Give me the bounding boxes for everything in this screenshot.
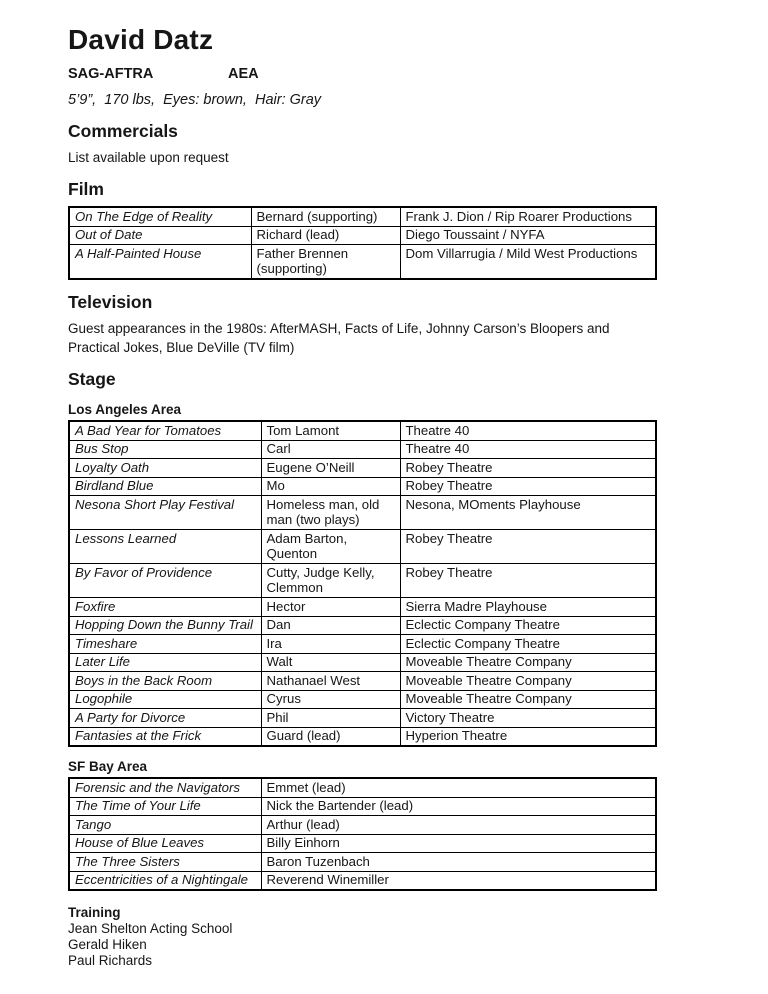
la-area-subheading: Los Angeles Area (68, 402, 182, 417)
training-item: Gerald Hiken (68, 937, 147, 952)
table-row (69, 816, 656, 835)
table-row (69, 245, 656, 280)
la-stage-table (68, 420, 657, 747)
cell-role: Mo (261, 477, 400, 496)
training-item: Jean Shelton Acting School (68, 921, 233, 936)
cell-theatre: Nesona, MOments Playhouse (400, 496, 656, 530)
cell-theatre: Theatre 40 (400, 421, 656, 440)
television-text: Guest appearances in the 1980s: AfterMASH, Facts of Life, Johnny Carson’s Bloopers and Practical Jokes, Blue DeVille (TV film) (68, 321, 610, 355)
sf-stage-table (68, 777, 657, 891)
cell-production: Dom Villarrugia / Mild West Productions (400, 245, 656, 280)
table-row (69, 672, 656, 691)
cell-title: Logophile (69, 690, 261, 709)
cell-title: A Bad Year for Tomatoes (69, 421, 261, 440)
cell-role: Father Brennen (supporting) (251, 245, 400, 280)
section-heading-film: Film (68, 179, 104, 199)
cell-production: Diego Toussaint / NYFA (400, 226, 656, 245)
cell-theatre: Moveable Theatre Company (400, 653, 656, 672)
resume-content (68, 23, 655, 969)
cell-title: A Party for Divorce (69, 709, 261, 728)
cell-title: By Favor of Providence (69, 564, 261, 598)
table-row (69, 616, 656, 635)
table-row (69, 797, 656, 816)
cell-theatre: Eclectic Company Theatre (400, 635, 656, 654)
cell-role: Cyrus (261, 690, 400, 709)
cell-role: Guard (lead) (261, 727, 400, 746)
cell-title: Hopping Down the Bunny Trail (69, 616, 261, 635)
cell-role: Emmet (lead) (261, 778, 656, 797)
cell-role: Carl (261, 440, 400, 459)
cell-title: Fantasies at the Frick (69, 727, 261, 746)
table-row (69, 226, 656, 245)
cell-title: Tango (69, 816, 261, 835)
cell-title: House of Blue Leaves (69, 834, 261, 853)
cell-role: Baron Tuzenbach (261, 853, 656, 872)
table-row (69, 598, 656, 617)
table-row (69, 778, 656, 797)
cell-title: Bus Stop (69, 440, 261, 459)
cell-theatre: Robey Theatre (400, 530, 656, 564)
cell-role: Dan (261, 616, 400, 635)
sf-stage-table-body (69, 778, 656, 890)
cell-role: Adam Barton, Quenton (261, 530, 400, 564)
union-memberships (68, 65, 655, 83)
cell-title: Out of Date (69, 226, 251, 245)
table-row (69, 564, 656, 598)
table-row (69, 834, 656, 853)
cell-role: Tom Lamont (261, 421, 400, 440)
cell-role: Cutty, Judge Kelly, Clemmon (261, 564, 400, 598)
table-row (69, 690, 656, 709)
table-row (69, 727, 656, 746)
cell-role: Richard (lead) (251, 226, 400, 245)
cell-title: Forensic and the Navigators (69, 778, 261, 797)
cell-title: Boys in the Back Room (69, 672, 261, 691)
cell-title: Loyalty Oath (69, 459, 261, 478)
cell-role: Arthur (lead) (261, 816, 656, 835)
cell-role: Walt (261, 653, 400, 672)
section-heading-television: Television (68, 292, 153, 312)
cell-title: Timeshare (69, 635, 261, 654)
table-row (69, 871, 656, 890)
cell-theatre: Victory Theatre (400, 709, 656, 728)
table-row (69, 853, 656, 872)
la-stage-table-body (69, 421, 656, 746)
cell-title: Nesona Short Play Festival (69, 496, 261, 530)
cell-title: Later Life (69, 653, 261, 672)
cell-role: Phil (261, 709, 400, 728)
cell-theatre: Robey Theatre (400, 477, 656, 496)
table-row (69, 496, 656, 530)
sf-area-subheading: SF Bay Area (68, 759, 148, 774)
training-section (68, 905, 655, 969)
cell-theatre: Hyperion Theatre (400, 727, 656, 746)
film-table-body (69, 207, 656, 279)
cell-theatre: Eclectic Company Theatre (400, 616, 656, 635)
cell-theatre: Theatre 40 (400, 440, 656, 459)
cell-title: Eccentricities of a Nightingale (69, 871, 261, 890)
cell-title: The Time of Your Life (69, 797, 261, 816)
cell-role: Hector (261, 598, 400, 617)
table-row (69, 635, 656, 654)
cell-title: Birdland Blue (69, 477, 261, 496)
table-row (69, 530, 656, 564)
page-title: David Datz (68, 24, 214, 55)
cell-title: The Three Sisters (69, 853, 261, 872)
training-item: Paul Richards (68, 953, 153, 968)
table-row (69, 709, 656, 728)
table-row (69, 477, 656, 496)
cell-role: Eugene O’Neill (261, 459, 400, 478)
cell-role: Ira (261, 635, 400, 654)
cell-theatre: Robey Theatre (400, 459, 656, 478)
cell-theatre: Moveable Theatre Company (400, 672, 656, 691)
table-row (69, 459, 656, 478)
cell-production: Frank J. Dion / Rip Roarer Productions (400, 207, 656, 226)
training-heading: Training (68, 905, 121, 920)
film-table (68, 206, 657, 280)
table-row (69, 207, 656, 226)
cell-role: Billy Einhorn (261, 834, 656, 853)
cell-role: Nathanael West (261, 672, 400, 691)
cell-title: On The Edge of Reality (69, 207, 251, 226)
cell-title: A Half-Painted House (69, 245, 251, 280)
commercials-text: List available upon request (68, 150, 229, 165)
table-row (69, 653, 656, 672)
table-row (69, 421, 656, 440)
cell-theatre: Robey Theatre (400, 564, 656, 598)
cell-role: Homeless man, old man (two plays) (261, 496, 400, 530)
cell-role: Nick the Bartender (lead) (261, 797, 656, 816)
union-sag-aftra: SAG-AFTRA (68, 66, 154, 82)
cell-title: Lessons Learned (69, 530, 261, 564)
cell-theatre: Moveable Theatre Company (400, 690, 656, 709)
section-heading-stage: Stage (68, 369, 116, 389)
cell-role: Reverend Winemiller (261, 871, 656, 890)
table-row (69, 440, 656, 459)
union-aea: AEA (228, 66, 259, 82)
cell-theatre: Sierra Madre Playhouse (400, 598, 656, 617)
physical-stats: 5’9”, 170 lbs, Eyes: brown, Hair: Gray (68, 92, 322, 108)
cell-title: Foxfire (69, 598, 261, 617)
section-heading-commercials: Commercials (68, 121, 178, 141)
cell-role: Bernard (supporting) (251, 207, 400, 226)
